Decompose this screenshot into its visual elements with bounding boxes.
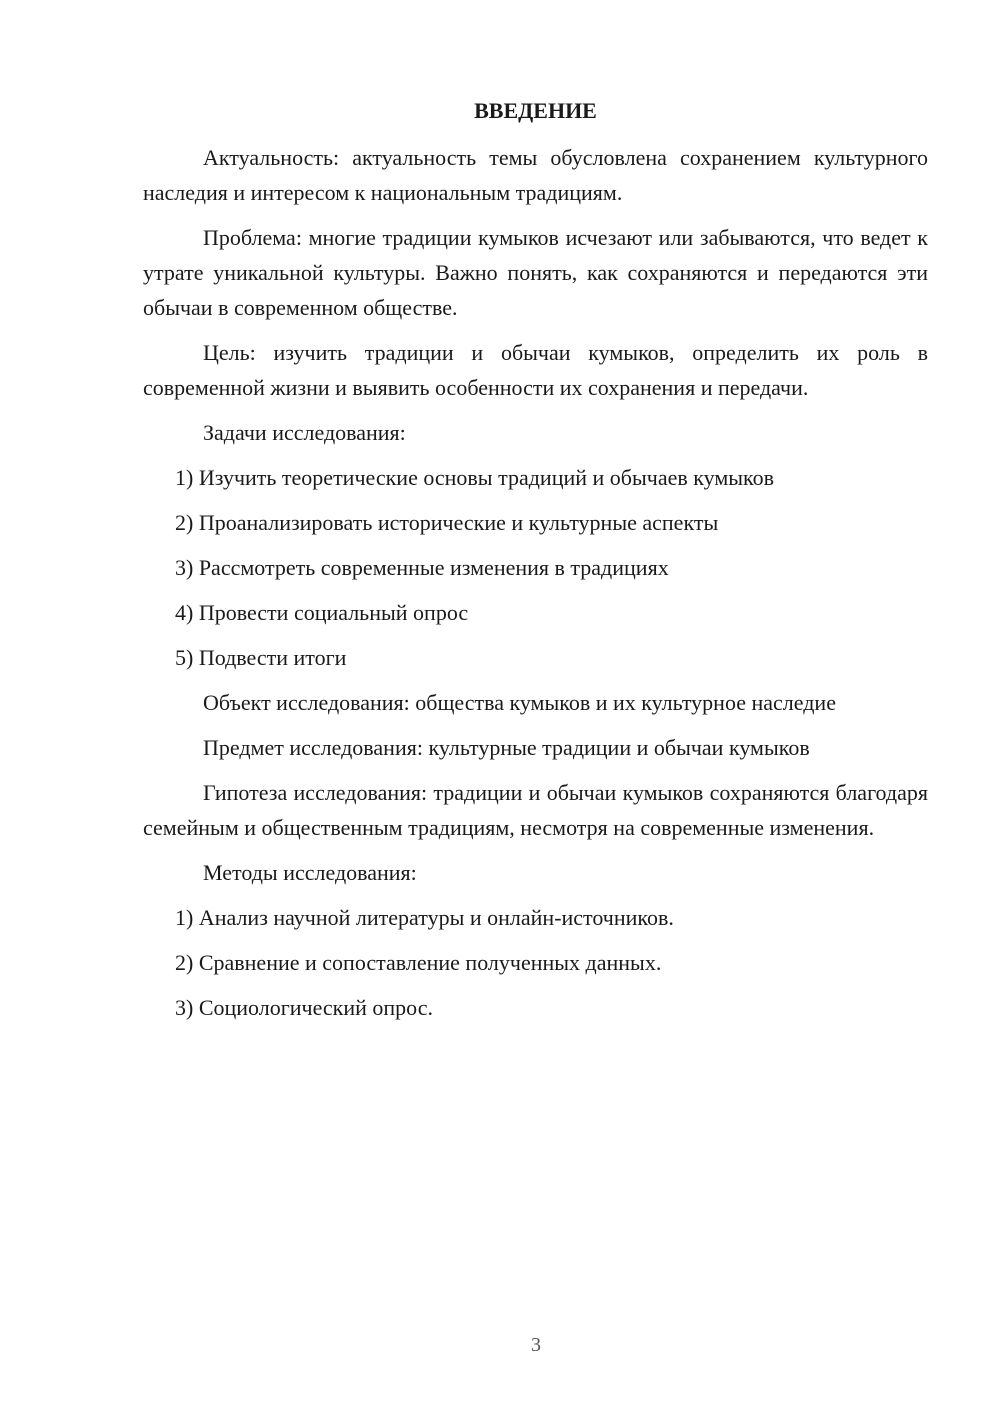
method-item: 2) Сравнение и сопоставление полученных данных.: [175, 950, 662, 975]
task-item: 1) Изучить теоретические основы традиций и обычаев кумыков: [175, 465, 774, 490]
goal-paragraph: Цель: изучить традиции и обычаи кумыков, определить их роль в современной жизни и выявить особенности их сохранения и передачи.: [143, 340, 928, 400]
task-item: 3) Рассмотреть современные изменения в традициях: [175, 555, 669, 580]
hypothesis-paragraph: Гипотеза исследования: традиции и обычаи кумыков сохраняются благодаря семейным и общественным традициям, несмотря на современные изменения.: [143, 780, 928, 840]
task-item: 5) Подвести итоги: [175, 645, 347, 670]
method-item: 3) Социологический опрос.: [175, 995, 433, 1020]
tasks-heading: Задачи исследования:: [203, 420, 406, 445]
problem-paragraph: Проблема: многие традиции кумыков исчезают или забываются, что ведет к утрате уникальной культуры. Важно понять, как сохраняются и передаются эти обычаи в современном обществе.: [143, 225, 928, 320]
methods-heading: Методы исследования:: [203, 860, 417, 885]
task-item: 2) Проанализировать исторические и культурные аспекты: [175, 510, 719, 535]
object-line: Объект исследования: общества кумыков и их культурное наследие: [203, 690, 836, 715]
page-number: 3: [531, 1334, 541, 1356]
relevance-paragraph: Актуальность: актуальность темы обусловлена сохранением культурного наследия и интересом к национальным традициям.: [143, 145, 928, 205]
subject-line: Предмет исследования: культурные традиции и обычаи кумыков: [203, 735, 810, 760]
section-title: ВВЕДЕНИЕ: [474, 98, 597, 123]
method-item: 1) Анализ научной литературы и онлайн-источников.: [175, 905, 674, 930]
task-item: 4) Провести социальный опрос: [175, 600, 469, 625]
page-content: [143, 94, 928, 1035]
